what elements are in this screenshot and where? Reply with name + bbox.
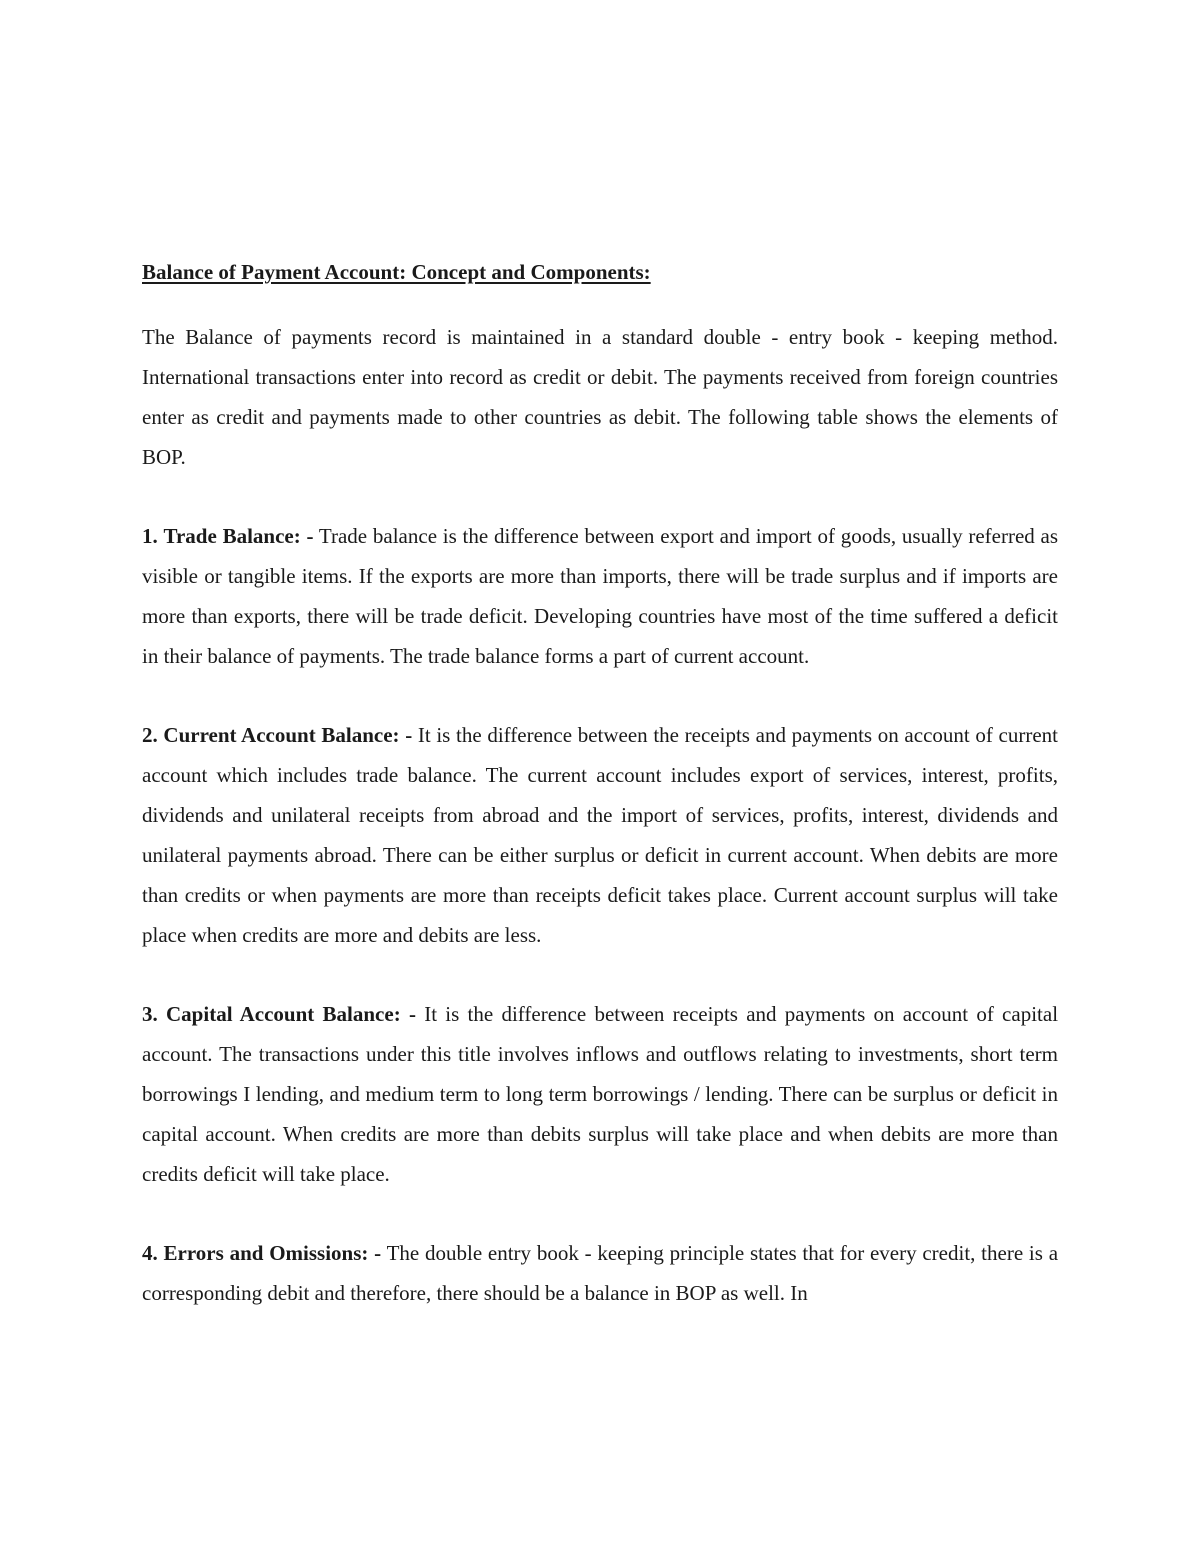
section-dash: - [374, 1241, 382, 1265]
section-capital-account-balance [142, 994, 1058, 1194]
section-heading: Capital Account Balance: [166, 1002, 401, 1026]
section-heading: Trade Balance: [163, 524, 301, 548]
section-number: 3. [142, 1002, 158, 1026]
section-heading: Errors and Omissions: [163, 1241, 369, 1265]
section-heading: Current Account Balance: [163, 723, 400, 747]
section-number: 1. [142, 524, 158, 548]
section-trade-balance [142, 516, 1058, 676]
section-dash: - [405, 723, 413, 747]
section-text: It is the difference between the receipts and payments on account of current account which includes trade balance. The current account includes export of services, interest, profits, dividends and unilateral receipts from abroad and the import of services, profits, interest, dividends and unilateral payments abroad. There can be either surplus or deficit in current account. When debits are more than credits or when payments are more than receipts deficit takes place. Current account surplus will take place when credits are more and debits are less. [142, 723, 1059, 947]
section-text: Trade balance is the difference between export and import of goods, usually referred as visible or tangible items. If the exports are more than imports, there will be trade surplus and if imports are more than exports, there will be trade deficit. Developing countries have most of the time suffered a deficit in their balance of payments. The trade balance forms a part of current account. [142, 524, 1059, 668]
section-dash: - [408, 1002, 416, 1026]
section-current-account-balance [142, 715, 1058, 955]
section-number: 2. [142, 723, 158, 747]
section-text: It is the difference between receipts and payments on account of capital account. The transactions under this title involves inflows and outflows relating to investments, short term borrowings I lending, and medium term to long term borrowings / lending. There can be surplus or deficit in capital account. When credits are more than debits surplus will take place and when debits are more than credits deficit will take place. [142, 1002, 1059, 1186]
section-errors-and-omissions [142, 1233, 1058, 1313]
document-body [142, 252, 1058, 1313]
section-number: 4. [142, 1241, 158, 1265]
section-dash: - [306, 524, 314, 548]
document-title: Balance of Payment Account: Concept and Components: [142, 260, 651, 284]
intro-paragraph: The Balance of payments record is maintained in a standard double - entry book - keeping method. International transactions enter into record as credit or debit. The payments received from foreign countries enter as credit and payments made to other countries as debit. The following table shows the elements of BOP. [142, 325, 1058, 469]
section-text: The double entry book - keeping principle states that for every credit, there is a corresponding debit and therefore, there should be a balance in BOP as well. In [142, 1241, 1059, 1305]
